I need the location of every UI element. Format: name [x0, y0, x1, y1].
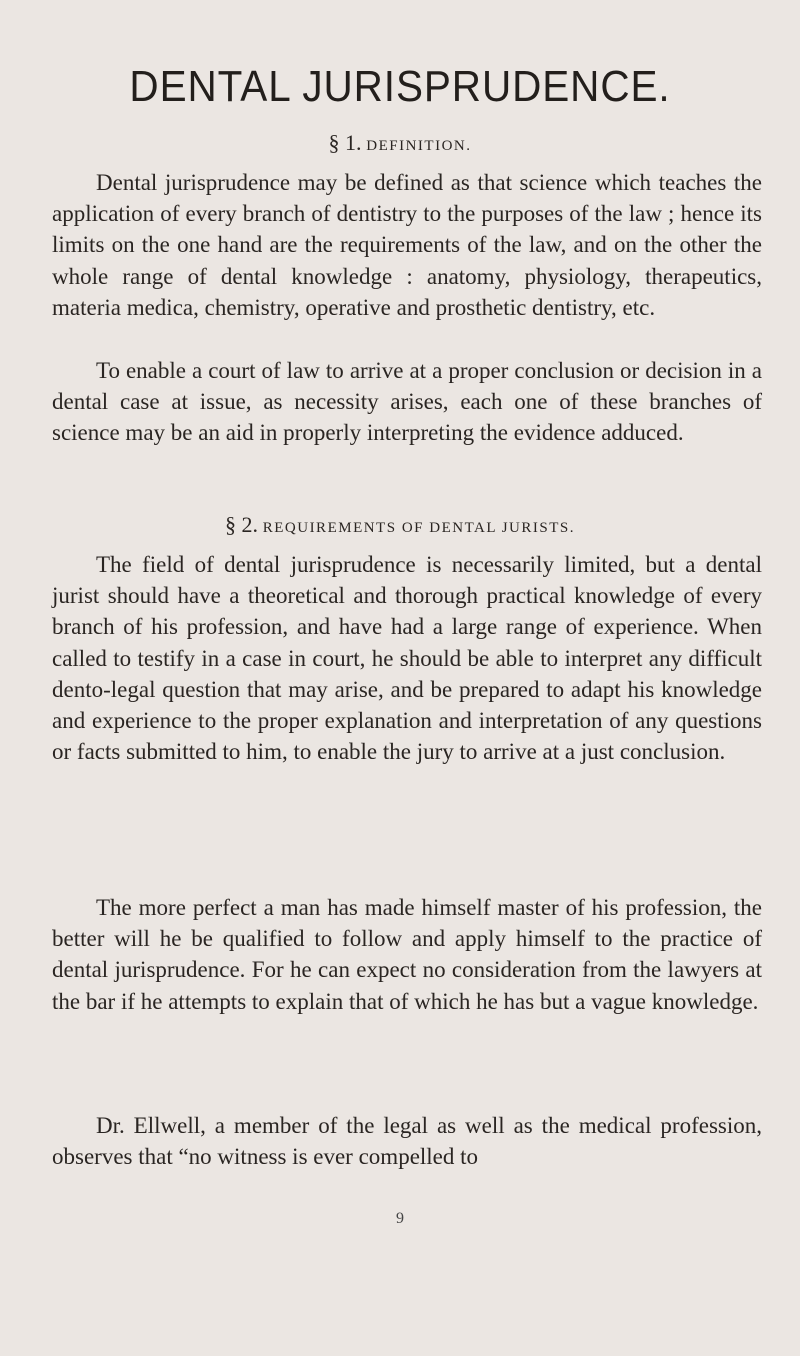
section-1-paragraph-1: Dental jurisprudence may be defined as that science which teaches the application of every branch of dentistry to the purposes of the law ; hence its limits on the one hand are the requirements of the law, and on the other the whole range of dental knowledge : anatomy, physiology, therapeutics, materia medica, chemistry, operative and prosthetic dentistry, etc.	[52, 170, 762, 320]
section-1-label: DEFINITION.	[366, 138, 472, 154]
page-title: DENTAL JURISPRUDENCE.	[129, 62, 671, 111]
section-2-paragraph-3: Dr. Ellwell, a member of the legal as well as the medical profession, observes that “no witness is ever compelled to	[52, 1113, 762, 1170]
section-2-label: REQUIREMENTS OF DENTAL JURISTS.	[262, 520, 575, 536]
section-1-heading	[0, 130, 800, 156]
section-1-number: § 1.	[328, 130, 362, 155]
section-2-paragraph-1: The field of dental jurisprudence is necessarily limited, but a dental jurist should have a theoretical and thorough practical knowledge of every branch of his profession, and have had a large range of experience. When called to testify in a case in court, he should be able to interpret any difficult dento-legal question that may arise, and be prepared to adapt his knowledge and experience to the proper explanation and interpretation of any questions or facts submitted to him, to enable the jury to arrive at a just conclusion.	[52, 552, 762, 765]
section-1-paragraph-2: To enable a court of law to arrive at a proper conclusion or decision in a dental case at issue, as necessity arises, each one of these branches of science may be an aid in properly interpreting the evidence adduced.	[52, 358, 762, 446]
section-2-paragraph-2: The more perfect a man has made himself master of his profession, the better will he be qualified to follow and apply himself to the practice of dental jurisprudence. For he can expect no consideration from the lawyers at the bar if he attempts to explain that of which he has but a vague knowledge.	[52, 895, 762, 1014]
section-2-number: § 2.	[224, 512, 258, 537]
section-2-heading	[0, 512, 800, 538]
page-number: 9	[396, 1210, 404, 1227]
